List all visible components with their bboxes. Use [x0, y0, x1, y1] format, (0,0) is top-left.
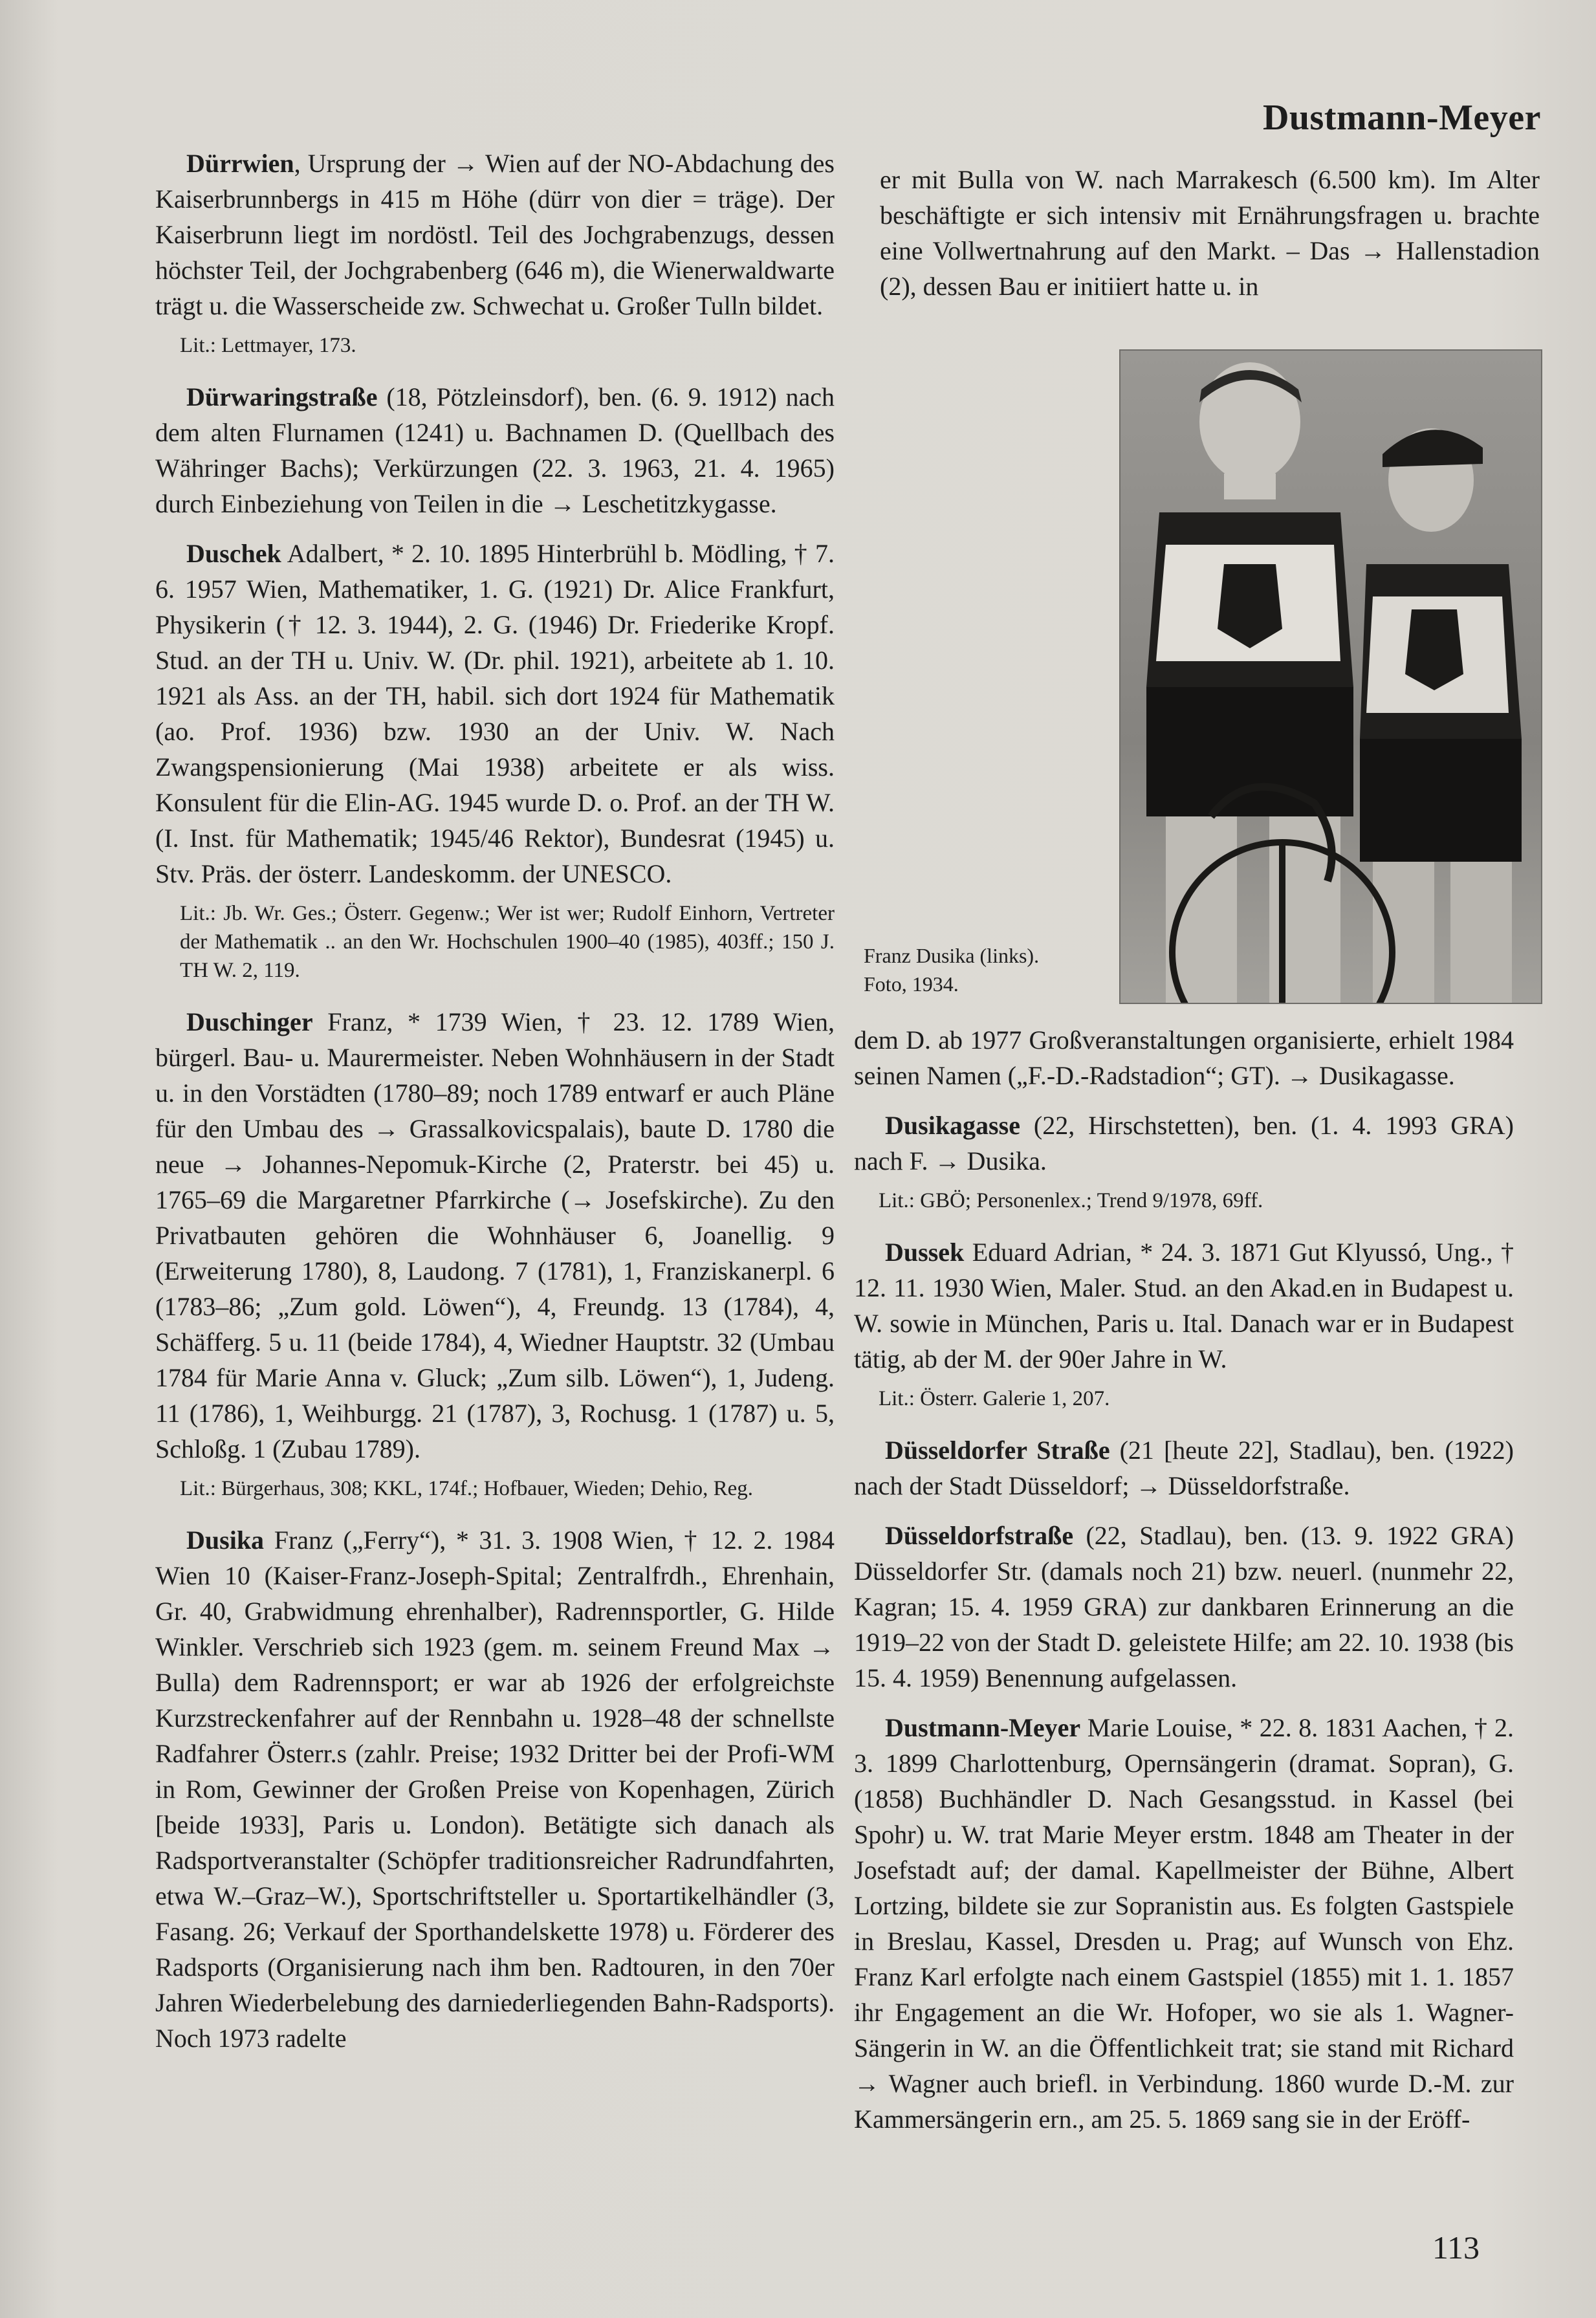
entry-headword: Düsseldorfstraße	[885, 1521, 1074, 1550]
caption-line: Franz Dusika (links).	[864, 944, 1040, 967]
entry-body: (22, Stadlau), ben. (13. 9. 1922 GRA) Düsseldorfer Str. (damals noch 21) bzw. neuerl. (nunmehr 22, Kagran; 15. 4. 1959 GRA) zur dankbaren Erinnerung an die 1919–22 von der Stadt D. geleistete Hilfe; am 22. 10. 1938 (bis 15. 4. 1959) Benennung aufgelassen.	[854, 1521, 1514, 1692]
entry-headword: Dusika	[186, 1525, 265, 1555]
entry-body: Eduard Adrian, * 24. 3. 1871 Gut Klyussó, Ung., † 12. 11. 1930 Wien, Maler. Stud. an den Akad.en in Budapest u. W. sowie in München, Paris u. Ital. Danach war er in Budapest tätig, ab der M. der 90er Jahre in W.	[854, 1238, 1514, 1373]
entry-body: Marie Louise, * 22. 8. 1831 Aachen, † 2. 3. 1899 Charlottenburg, Opernsängerin (dramat. Sopran), G. (1858) Buchhändler D. Nach Gesangsstud. in Kassel (bei Spohr) u. W. trat Marie Meyer erstm. 1848 am Theater in der Josefstadt auf; der damal. Kapellmeister der Bühne, Albert Lortzing, bildete sie zur Sopranistin aus. Es folgten Gastspiele in Breslau, Kassel, Dresden u. Prag; auf Wunsch von Ehz. Franz Karl erfolgte nach einem Gastspiel (1855) mit 1. 1. 1857 ihr Engagement an die Wr. Hofoper, wo sie als 1. Wagner-Sängerin in W. an die Öffentlichkeit trat; sie stand mit Richard → Wagner auch briefl. in Verbindung. 1860 wurde D.-M. zur Kammersängerin ern., am 25. 5. 1869 sang sie in der Eröff-	[854, 1713, 1514, 2134]
entry-dusseldorfstrasse	[854, 1518, 1514, 1696]
entry-body: Franz („Ferry“), * 31. 3. 1908 Wien, † 12. 2. 1984 Wien 10 (Kaiser-Franz-Joseph-Spital; Zentralfrdh., Ehrenhain, Gr. 40, Grabwidmung ehrenhalber), Radrennsportler, G. Hilde Winkler. Verschrieb sich 1923 (gem. m. seinem Freund Max → Bulla) dem Radrennsport; er war ab 1926 der erfolgreichste Kurzstreckenfahrer auf der Rennbahn u. 1928–48 der schnellste Radfahrer Österr.s (zahlr. Preise; 1932 Dritter bei der Profi-WM in Rom, Gewinner der Großen Preise von Kopenhagen, Zürich [beide 1933], Paris u. London). Betätigte sich danach als Radsportveranstalter (Schöpfer traditionsreicher Radrundfahrten, etwa W.–Graz–W.), Sportschriftsteller u. Sportartikelhändler (3, Fasang. 26; Verkauf der Sporthandelskette 1978) u. Förderer des Radsports (Organisierung nach ihm ben. Radtouren, in den 70er Jahren Wiederbelebung des darniederliegenden Bahn-Radsports). Noch 1973 radelte	[155, 1525, 835, 2053]
entry-headword: Dussek	[885, 1238, 965, 1267]
entry-literature: Lit.: Lettmayer, 173.	[180, 334, 356, 357]
entry-dusika	[155, 1522, 835, 2056]
entry-duschinger	[155, 1004, 835, 1503]
entry-body: (18, Pötzleinsdorf), ben. (6. 9. 1912) nach dem alten Flurnamen (1241) u. Bachnamen D. (Quellbach des Währinger Bachs); Verkürzungen (22. 3. 1963, 21. 4. 1965) durch Einbeziehung von Teilen in die → Leschetitzkygasse.	[155, 382, 835, 518]
dusika-continuation: er mit Bulla von W. nach Marrakesch (6.500 km). Im Alter beschäftigte er sich intensiv mit Ernährungsfragen u. brachte eine Vollwertnahrung auf den Markt. – Das → Hallenstadion (2), dessen Bau er initiiert hatte u. in	[880, 165, 1540, 301]
entry-dusseldorfer-strasse	[854, 1432, 1514, 1503]
caption-line: Foto, 1934.	[864, 972, 959, 996]
entry-body: (22, Hirschstetten), ben. (1. 4. 1993 GRA) nach F. → Dusika.	[854, 1111, 1514, 1175]
page-number: 113	[1432, 2229, 1480, 2266]
entry-headword: Dusikagasse	[885, 1111, 1020, 1140]
entry-headword: Dürwaringstraße	[186, 382, 378, 411]
entry-headword: Dürrwien	[186, 149, 294, 178]
right-column-top	[880, 162, 1540, 304]
entry-dussek	[854, 1234, 1514, 1413]
entry-dustmann-meyer	[854, 1710, 1514, 2137]
dusika-continuation-2: dem D. ab 1977 Großveranstaltungen organisierte, erhielt 1984 seinen Namen („F.-D.-Radstadion“; GT). → Dusikagasse.	[854, 1025, 1514, 1090]
entry-headword: Duschinger	[186, 1007, 313, 1036]
entry-durrwien	[155, 146, 835, 360]
entry-headword: Duschek	[186, 539, 281, 568]
entry-body: Franz, * 1739 Wien, † 23. 12. 1789 Wien, bürgerl. Bau- u. Maurermeister. Neben Wohnhäusern in der Stadt u. in den Vorstädten (1780–89; noch 1789 entwarf er auch Pläne für den Umbau des → Grassalkovicspalais), baute D. 1780 die neue → Johannes-Nepomuk-Kirche (2, Praterstr. bei 45) u. 1765–69 die Margaretner Pfarrkirche (→ Josefskirche). Zu den Privatbauten gehören die Wohnhäuser 6, Joanellig. 9 (Erweiterung 1780), 8, Laudong. 7 (1781), 1, Franziskanerpl. 6 (1783–86; „Zum gold. Löwen“), 4, Freundg. 13 (1784), 4, Schäfferg. 5 u. 11 (beide 1784), 4, Wiedner Hauptstr. 32 (Umbau 1784 für Marie Anna v. Gluck; „Zum silb. Löwen“), 1, Judeng. 11 (1786), 1, Weihburgg. 21 (1787), 3, Rochusg. 1 (1787) u. 5, Schloßg. 1 (Zubau 1789).	[155, 1007, 835, 1463]
entry-literature: Lit.: Bürgerhaus, 308; KKL, 174f.; Hofbauer, Wieden; Dehio, Reg.	[180, 1477, 754, 1500]
entry-literature: Lit.: GBÖ; Personenlex.; Trend 9/1978, 69ff.	[879, 1189, 1263, 1212]
photo-cyclists	[1119, 349, 1542, 1004]
entry-body: (21 [heute 22], Stadlau), ben. (1922) nach der Stadt Düsseldorf; → Düsseldorfstraße.	[854, 1436, 1514, 1500]
running-head: Dustmann-Meyer	[1262, 98, 1541, 138]
entry-literature: Lit.: Österr. Galerie 1, 207.	[879, 1387, 1110, 1410]
entry-literature: Lit.: Jb. Wr. Ges.; Österr. Gegenw.; Wer ist wer; Rudolf Einhorn, Vertreter der Mathematik .. an den Wr. Hochschulen 1900–40 (1985), 403ff.; 150 J. TH W. 2, 119.	[180, 902, 835, 982]
cyclists-photo-illustration	[1120, 351, 1541, 1003]
entry-headword: Dustmann-Meyer	[885, 1713, 1081, 1742]
photo-caption	[864, 941, 1110, 998]
entry-body: , Ursprung der → Wien auf der NO-Abdachung des Kaiserbrunnbergs in 415 m Höhe (dürr von dier = träge). Der Kaiserbrunn liegt im nordöstl. Teil des Jochgrabenzugs, dessen höchster Teil, der Jochgrabenberg (646 m), die Wienerwaldwarte trägt u. die Wasserscheide zw. Schwechat u. Großer Tulln bildet.	[155, 149, 835, 320]
entry-duschek	[155, 536, 835, 985]
entry-dusikagasse	[854, 1108, 1514, 1215]
right-column	[854, 1022, 1514, 2151]
entry-body: Adalbert, * 2. 10. 1895 Hinterbrühl b. Mödling, † 7. 6. 1957 Wien, Mathematiker, 1. G. (1921) Dr. Alice Frankfurt, Physikerin († 12. 3. 1944), 2. G. (1946) Dr. Friederike Kropf. Stud. an der TH u. Univ. W. (Dr. phil. 1921), arbeitete ab 1. 10. 1921 als Ass. an der TH, habil. sich dort 1924 für Mathematik (ao. Prof. 1936) bzw. 1930 an der Univ. W. Nach Zwangspensionierung (Mai 1938) arbeitete er als wiss. Konsulent für die Elin-AG. 1945 wurde D. o. Prof. an der TH W. (I. Inst. für Mathematik; 1945/46 Rektor), Bundesrat (1945) u. Stv. Präs. der österr. Landeskomm. der UNESCO.	[155, 539, 835, 888]
entry-durwaringstrasse	[155, 379, 835, 521]
left-column	[155, 146, 835, 2070]
entry-headword: Düsseldorfer Straße	[885, 1436, 1110, 1465]
